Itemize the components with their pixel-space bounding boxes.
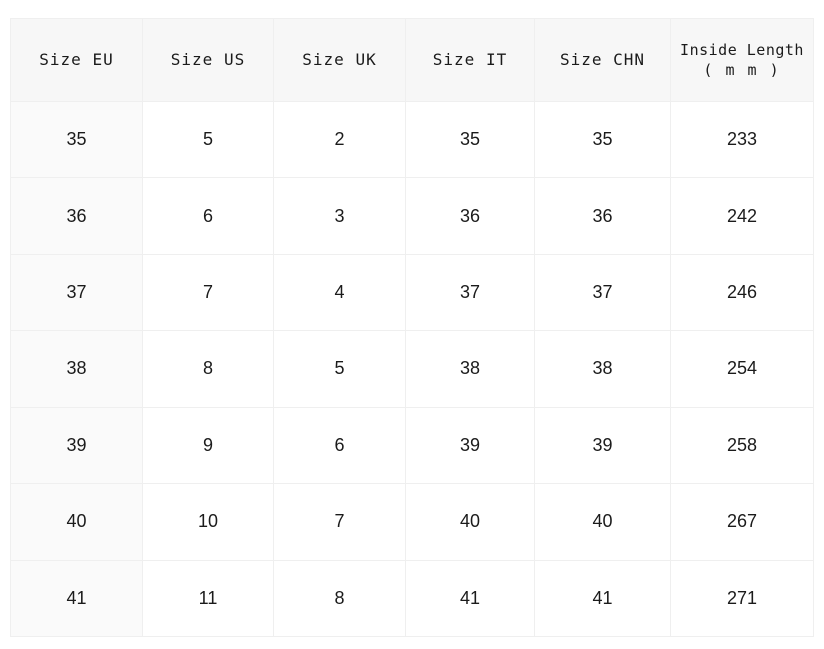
table-cell: 3 <box>274 178 406 254</box>
table-cell: 8 <box>274 560 406 636</box>
table-cell: 267 <box>671 484 814 560</box>
table-cell: 39 <box>535 407 671 483</box>
table-cell: 11 <box>143 560 274 636</box>
table-cell: 38 <box>535 331 671 407</box>
header-size-it: Size IT <box>406 19 535 102</box>
table-cell: 36 <box>535 178 671 254</box>
table-cell: 5 <box>274 331 406 407</box>
header-inside-length <box>671 19 814 102</box>
header-inside-length-unit: ( m m ) <box>703 61 781 79</box>
table-cell: 37 <box>406 254 535 330</box>
table-cell: 39 <box>11 407 143 483</box>
table-cell: 246 <box>671 254 814 330</box>
table-cell: 6 <box>274 407 406 483</box>
table-cell: 35 <box>535 102 671 178</box>
table-cell: 36 <box>406 178 535 254</box>
table-cell: 41 <box>406 560 535 636</box>
size-conversion-table-wrap <box>10 18 813 637</box>
table-row <box>11 178 814 254</box>
table-cell: 242 <box>671 178 814 254</box>
size-table-body <box>11 102 814 637</box>
table-cell: 36 <box>11 178 143 254</box>
table-cell: 233 <box>671 102 814 178</box>
table-cell: 4 <box>274 254 406 330</box>
table-cell: 38 <box>11 331 143 407</box>
header-size-uk: Size UK <box>274 19 406 102</box>
size-conversion-table <box>10 18 814 637</box>
table-cell: 10 <box>143 484 274 560</box>
table-cell: 40 <box>11 484 143 560</box>
table-cell: 2 <box>274 102 406 178</box>
table-cell: 35 <box>11 102 143 178</box>
header-size-us: Size US <box>143 19 274 102</box>
header-size-eu: Size EU <box>11 19 143 102</box>
header-inside-length-line1: Inside Length <box>680 40 804 59</box>
table-cell: 37 <box>11 254 143 330</box>
table-row <box>11 407 814 483</box>
table-cell: 254 <box>671 331 814 407</box>
table-cell: 6 <box>143 178 274 254</box>
table-cell: 9 <box>143 407 274 483</box>
table-row <box>11 102 814 178</box>
table-cell: 8 <box>143 331 274 407</box>
table-row <box>11 484 814 560</box>
table-cell: 40 <box>535 484 671 560</box>
table-cell: 35 <box>406 102 535 178</box>
header-row <box>11 19 814 102</box>
table-cell: 39 <box>406 407 535 483</box>
table-cell: 258 <box>671 407 814 483</box>
table-row <box>11 560 814 636</box>
table-header <box>11 19 814 102</box>
table-cell: 5 <box>143 102 274 178</box>
header-size-chn: Size CHN <box>535 19 671 102</box>
table-row <box>11 254 814 330</box>
table-cell: 7 <box>143 254 274 330</box>
table-cell: 41 <box>535 560 671 636</box>
table-cell: 40 <box>406 484 535 560</box>
table-cell: 7 <box>274 484 406 560</box>
table-cell: 271 <box>671 560 814 636</box>
table-cell: 37 <box>535 254 671 330</box>
table-cell: 38 <box>406 331 535 407</box>
table-cell: 41 <box>11 560 143 636</box>
table-row <box>11 331 814 407</box>
